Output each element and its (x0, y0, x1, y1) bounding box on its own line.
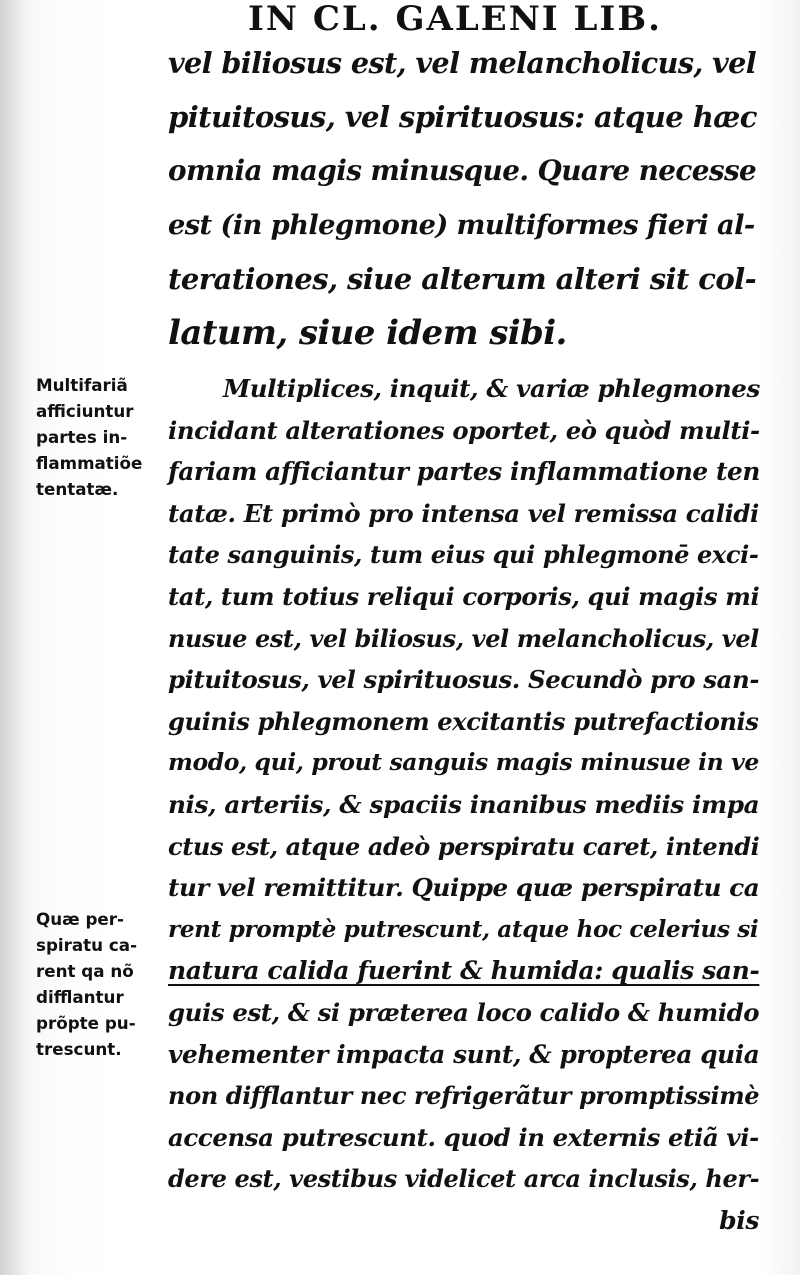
running-head: IN CL. GALENI LIB. (248, 0, 662, 39)
text-line: omnia magis minusque. Quare necesse (168, 154, 757, 187)
marginal-note-line: Quæ per- (36, 909, 124, 929)
marginal-note-line: partes in- (36, 427, 128, 447)
text-line: tate sanguinis, tum eius qui phlegmonē exci- (168, 540, 759, 570)
text-line: guis est, & si præterea loco calido & humido (168, 997, 760, 1027)
commentary-paragraph (168, 368, 763, 1241)
text-line: pituitosus, vel spirituosus: atque hæc (168, 100, 757, 134)
text-line: rent promptè putrescunt, atque hoc celerius si (168, 915, 759, 943)
text-line: incidant alterationes oportet, eò quòd multi- (168, 415, 760, 445)
gutter-shadow (0, 0, 30, 1275)
marginal-note-line: Multifariã (36, 375, 128, 395)
text-line: ctus est, atque adeò perspiratu caret, intendi (168, 831, 760, 861)
text-line: tur vel remittitur. Quippe quæ perspiratu ca (168, 873, 760, 903)
text-line: vel biliosus est, vel melancholicus, vel (168, 46, 757, 80)
text-line: nis, arteriis, & spaciis inanibus mediis impa (168, 789, 760, 819)
text-line: terationes, siue alterum alteri sit col- (168, 262, 757, 296)
marginal-note-line: difflantur (36, 987, 124, 1007)
text-line: tat, tum totius reliqui corporis, qui magis mi (168, 581, 760, 611)
marginal-note-line: spiratu ca- (36, 935, 138, 955)
marginal-note-line: rent qa nõ (36, 961, 134, 981)
main-text-column (168, 36, 763, 1241)
marginal-note-line: prõpte pu- (36, 1013, 136, 1033)
marginal-note (36, 906, 166, 1062)
text-line: accensa putrescunt. quod in externis etiã vi- (168, 1122, 759, 1152)
marginal-note (36, 372, 166, 502)
text-line: dere est, vestibus videlicet arca inclusis, her- (168, 1164, 760, 1194)
marginal-note-line: trescunt. (36, 1039, 122, 1059)
text-line: tatæ. Et primò pro intensa vel remissa calidi (168, 498, 759, 528)
text-line: vehementer impacta sunt, & propterea quia (168, 1039, 760, 1069)
text-line: Multiplices, inquit, & variæ phlegmones (223, 374, 760, 403)
paragraph-continued (168, 36, 763, 360)
text-line: nusue est, vel biliosus, vel melancholicus, vel (168, 623, 759, 653)
text-line: latum, siue idem sibi. (168, 313, 567, 353)
text-line: non difflantur nec refrigerãtur promptissimè (168, 1081, 760, 1111)
text-line: modo, qui, prout sanguis magis minusue in ve (168, 748, 759, 777)
text-line: guinis phlegmonem excitantis putrefactionis (168, 706, 759, 736)
underlined-text-line: natura calida fuerint & humida: qualis san- (168, 956, 760, 986)
text-line: fariam afficiantur partes inflammatione ten (168, 457, 760, 487)
text-line: est (in phlegmone) multiformes fieri al- (168, 209, 755, 241)
text-line: pituitosus, vel spirituosus. Secundò pro san- (168, 665, 760, 695)
marginal-note-line: afficiuntur (36, 401, 134, 421)
catchword: bis (719, 1205, 759, 1235)
marginal-note-line: tentatæ. (36, 479, 119, 499)
marginal-note-line: flammatiõe (36, 453, 143, 473)
